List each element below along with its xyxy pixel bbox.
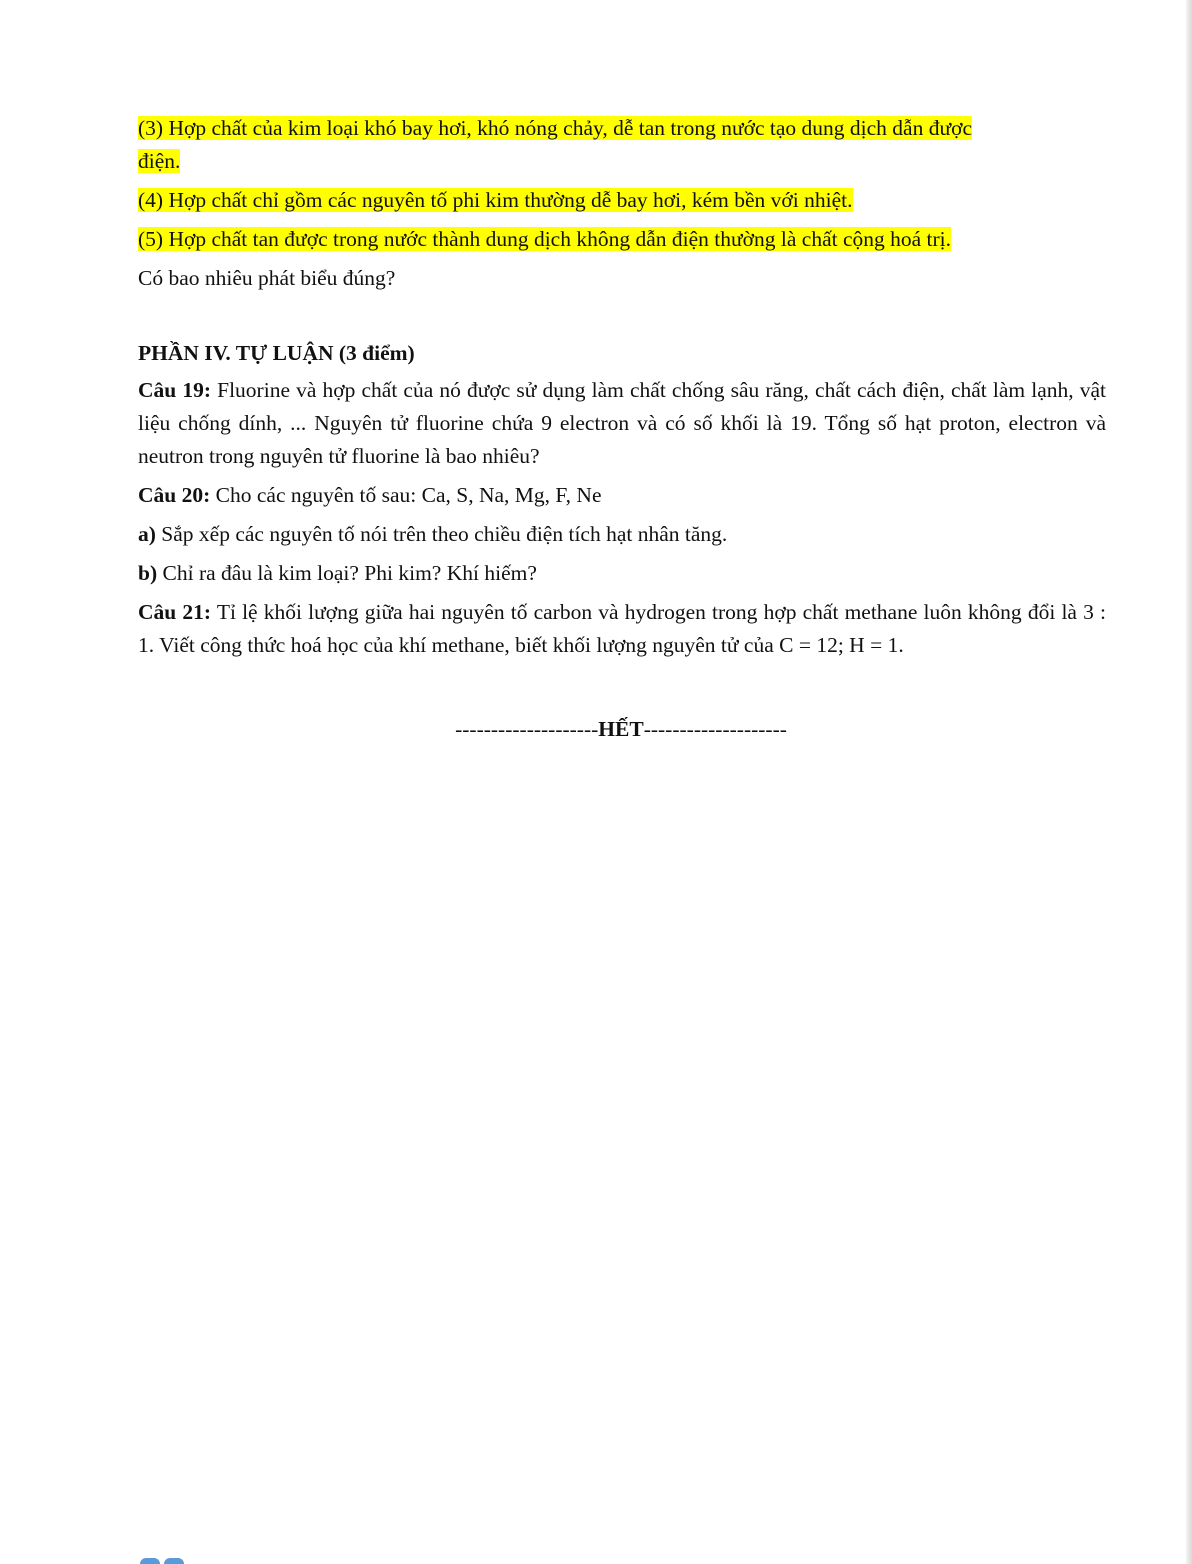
question-21 [138, 596, 1106, 662]
question-20-part-a [138, 518, 1106, 551]
question-20-part-b [138, 557, 1106, 590]
end-dashes-right: -------------------- [643, 717, 787, 741]
statement-question: Có bao nhiêu phát biểu đúng? [138, 266, 396, 290]
statement-4-text: (4) Hợp chất chỉ gồm các nguyên tố phi kim thường dễ bay hơi, kém bền với nhiệt. [138, 188, 853, 212]
document-body [138, 112, 1106, 668]
question-19-text: Fluorine và hợp chất của nó được sử dụng làm chất chống sâu răng, chất cách điện, chất làm lạnh, vật liệu chống dính, ... Nguyên tử fluorine chứa 9 electron và có số khối là 19. Tổng số hạt proton, electron và neutron trong nguyên tử fluorine là bao nhiêu? [138, 378, 1106, 468]
statement-4 [138, 184, 1106, 217]
part-b-text: Chỉ ra đâu là kim loại? Phi kim? Khí hiếm? [157, 561, 537, 585]
end-dashes-left: -------------------- [455, 717, 599, 741]
page-edge [1186, 0, 1192, 1564]
question-19-label: Câu 19: [138, 378, 212, 402]
part-a-label: a) [138, 522, 156, 546]
question-21-label: Câu 21: [138, 600, 212, 624]
statement-3 [138, 112, 1106, 145]
logo-fragment [140, 1556, 186, 1564]
question-20 [138, 479, 1106, 512]
end-marker [0, 717, 1192, 742]
question-21-text: Tỉ lệ khối lượng giữa hai nguyên tố carbon và hydrogen trong hợp chất methane luôn không đổi là 3 : 1. Viết công thức hoá học của khí methane, biết khối lượng nguyên tử của C = 12; H = 1. [138, 600, 1107, 657]
end-label: HẾT [598, 717, 644, 741]
statement-5-text: (5) Hợp chất tan được trong nước thành dung dịch không dẫn điện thường là chất cộng hoá trị. [138, 227, 952, 251]
section-heading: PHẦN IV. TỰ LUẬN (3 điểm) [138, 341, 415, 365]
statement-3-continued [138, 145, 1106, 178]
statement-5 [138, 223, 1106, 256]
statement-3-line1: (3) Hợp chất của kim loại khó bay hơi, khó nóng chảy, dễ tan trong nước tạo dung dịch dẫn được [138, 116, 973, 140]
question-19 [138, 374, 1106, 473]
part-a-text: Sắp xếp các nguyên tố nói trên theo chiều điện tích hạt nhân tăng. [155, 522, 728, 546]
question-20-text: Cho các nguyên tố sau: Ca, S, Na, Mg, F, Ne [210, 483, 602, 507]
part-b-label: b) [138, 561, 158, 585]
statement-3-line2: điện. [138, 149, 181, 173]
question-20-label: Câu 20: [138, 483, 211, 507]
